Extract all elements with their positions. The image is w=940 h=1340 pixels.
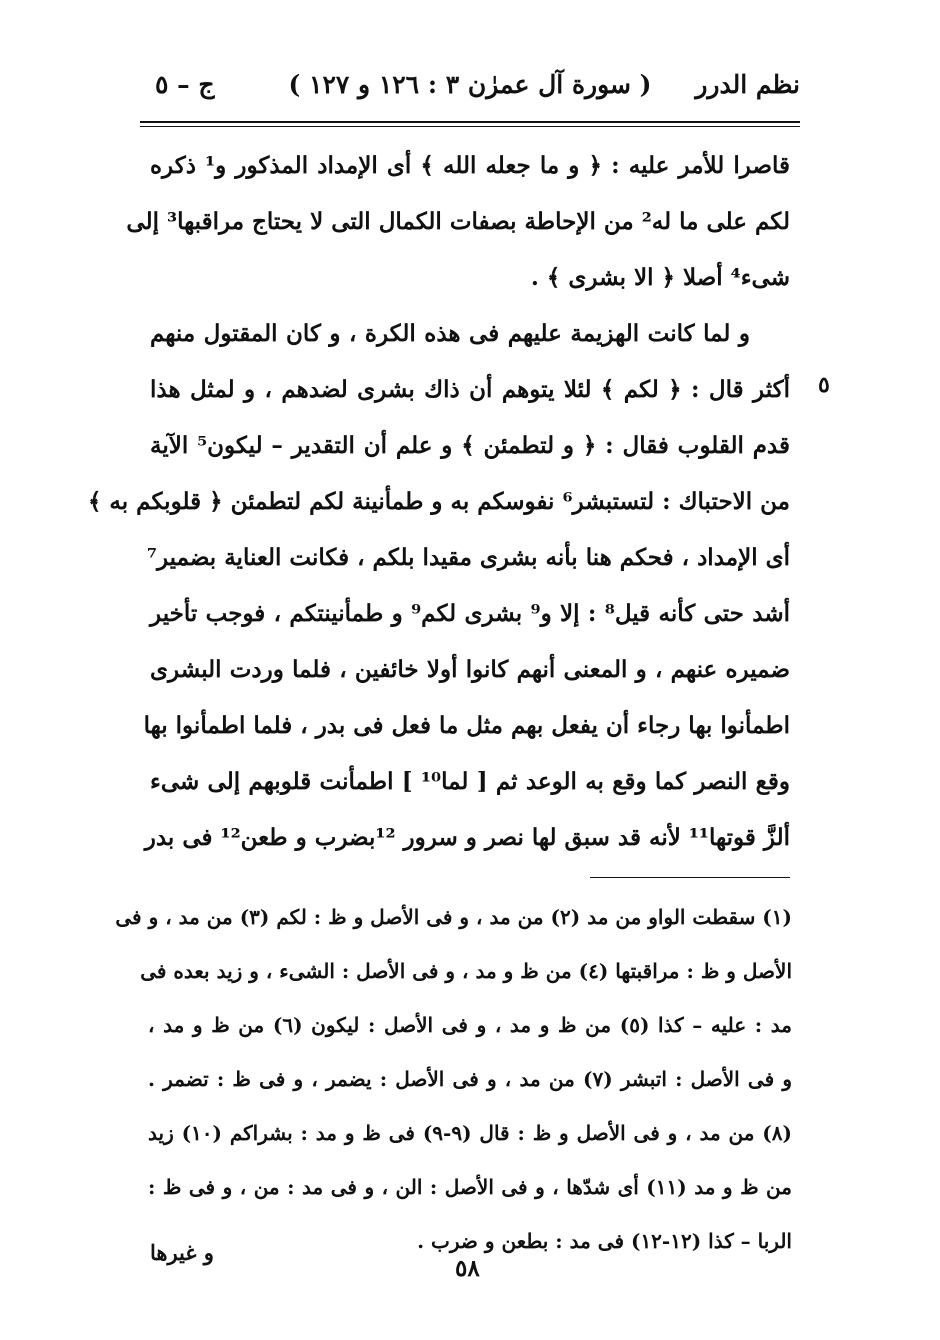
catchword: و غيرها <box>150 1240 214 1265</box>
text-line: أكثر قال : ﴿ لكم ﴾ لئلا يتوهم أن ذاك بشرى لضدهم ، و لمثل هذا <box>150 376 790 403</box>
surah-reference: ( سورة آل عمرٰن ۳ : ۱۲٦ و ۱۲۷ ) <box>288 70 652 99</box>
running-header <box>140 70 800 120</box>
text-line: أشد حتى كأنه قيل⁸ : إلا و⁹ بشرى لكم⁹ و طمأنينتكم ، فوجب تأخير <box>150 600 790 627</box>
book-title: نظم الدرر <box>695 70 800 99</box>
footnote-separator <box>590 877 790 878</box>
volume-number: ج – ٥ <box>155 70 215 99</box>
text-line: ضميره عنهم ، و المعنى أنهم كانوا أولا خائفين ، فلما وردت البشرى <box>150 656 790 683</box>
main-text <box>87 138 791 866</box>
footnote-line: الربا – كذا (١٢-١٢) فى مد : بطعن و ضرب . <box>417 1229 792 1253</box>
footnote-line: مد : عليه – كذا (٥) من ظ و مد ، و فى الأصل : ليكون (٦) من ظ و مد ، <box>148 1013 792 1037</box>
footnote-line: من ظ و مد (١١) أى شدّها ، و فى الأصل : الن ، و فى مد : من ، و فى ظ : <box>148 1175 792 1199</box>
footnotes <box>115 890 792 1268</box>
margin-line-number: ٥ <box>818 372 830 398</box>
footnote-line: (١) سقطت الواو من مد (٢) من مد ، و فى الأصل و ظ : لكم (٣) من مد ، و فى <box>115 905 792 929</box>
text-line: و لما كانت الهزيمة عليهم فى هذه الكرة ، و كان المقتول منهم <box>150 320 750 347</box>
footnote-line: الأصل و ظ : مراقبتها (٤) من ظ و مد ، و فى الأصل : الشىء ، و زيد بعده فى <box>140 959 792 983</box>
text-line: قاصرا للأمر عليه : ﴿ و ما جعله الله ﴾ أى الإمداد المذكور و¹ ذكره <box>150 152 790 179</box>
header-rule-thick <box>140 121 800 123</box>
text-line: وقع النصر كما وقع به الوعد ثم [ لما¹⁰ ] اطمأنت قلوبهم إلى شىء <box>150 768 791 795</box>
footnote-line: و فى الأصل : اتبشر (٧) من مد ، و فى الأصل : يضمر ، و فى ظ : تضمر . <box>148 1067 792 1091</box>
text-line: من الاحتباك : لتستبشر⁶ نفوسكم به و طمأنينة لكم لتطمئن ﴿ قلوبكم به ﴾ <box>87 488 790 515</box>
footnote-line: (٨) من مد ، و فى الأصل و ظ : قال (٩-٩) فى ظ و مد : بشراكم (١٠) زيد <box>148 1121 792 1145</box>
text-line: شىء⁴ أصلا ﴿ الا بشرى ﴾ . <box>530 264 790 291</box>
text-line: اطمأنوا بها رجاء أن يفعل بهم مثل ما فعل فى بدر ، فلما اطمأنوا بها <box>143 712 790 739</box>
page-number: ٥٨ <box>455 1255 480 1282</box>
text-line: ألزَّ قوتها¹¹ لأنه قد سبق لها نصر و سرور ¹²بضرب و طعن¹² فى بدر <box>144 824 790 851</box>
header-rule-thin <box>140 126 800 127</box>
text-line: قدم القلوب فقال : ﴿ و لتطمئن ﴾ و علم أن التقدير – ليكون⁵ الآية <box>150 432 790 459</box>
text-line: لكم على ما له² من الإحاطة بصفات الكمال التى لا يحتاج مراقبها³ إلى <box>126 208 790 235</box>
text-line: أى الإمداد ، فحكم هنا بأنه بشرى مقيدا بلكم ، فكانت العناية بضمير⁷ <box>146 544 790 571</box>
